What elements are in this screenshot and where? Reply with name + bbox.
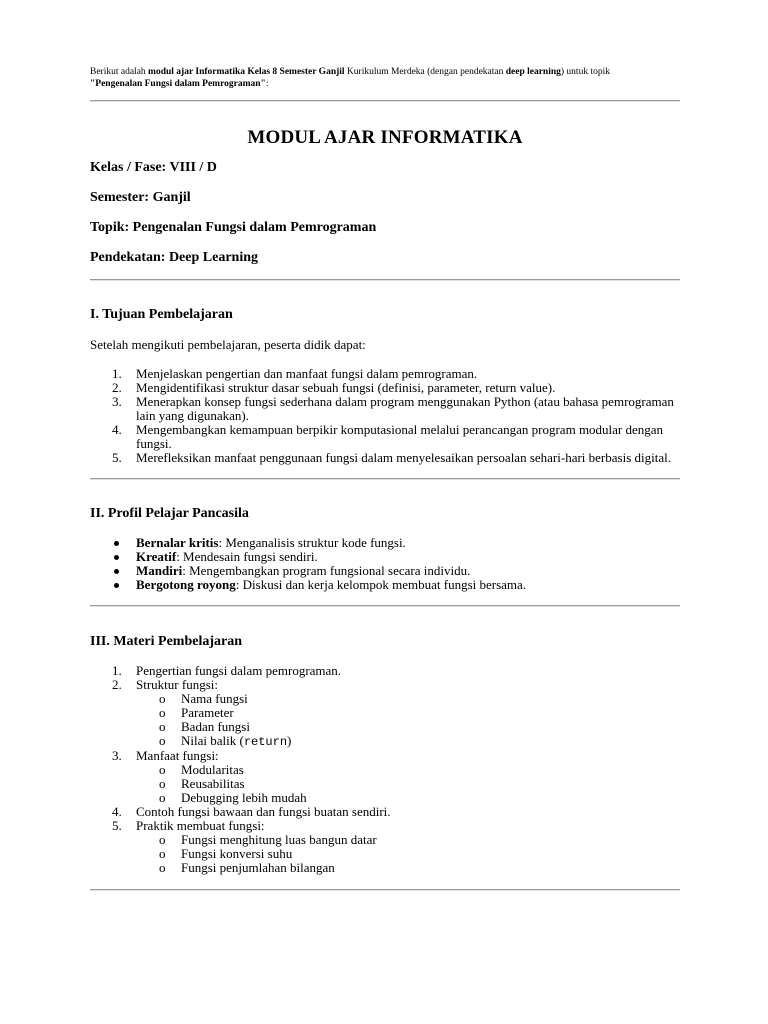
materi-sublist (90, 763, 680, 805)
list-number: 4. (112, 422, 122, 437)
list-item (90, 423, 680, 451)
list-item (90, 395, 680, 423)
sub-list-item-text: Fungsi penjumlahan bilangan (181, 860, 335, 875)
divider (90, 889, 680, 891)
sub-list-item (90, 692, 680, 706)
list-item-text: : Mengembangkan program fungsional secara individu. (182, 563, 471, 578)
sub-list-item (90, 720, 680, 734)
divider (90, 605, 680, 607)
list-item (90, 536, 680, 550)
materi-list (90, 664, 680, 692)
tujuan-lead: Setelah mengikuti pembelajaran, peserta didik dapat: (90, 337, 366, 352)
list-item-text: : Menganalisis struktur kode fungsi. (218, 535, 406, 550)
intro-text: Berikut adalah (90, 67, 149, 77)
materi-sublist (90, 833, 680, 875)
list-item-text: Mengidentifikasi struktur dasar sebuah fungsi (definisi, parameter, return value). (136, 380, 556, 395)
circle-bullet-icon: o (159, 790, 166, 805)
circle-bullet-icon: o (159, 846, 166, 861)
list-item-text: Praktik membuat fungsi: (136, 818, 265, 833)
materi-list (90, 749, 680, 763)
list-item-term: Bernalar kritis (136, 535, 219, 550)
intro-text: Kurikulum Merdeka (dengan pendekatan (344, 67, 506, 77)
divider (90, 279, 680, 281)
list-item-term: Mandiri (136, 563, 183, 578)
circle-bullet-icon: o (159, 719, 166, 734)
tujuan-list (90, 367, 680, 465)
sub-list-item (90, 763, 680, 777)
list-number: 5. (112, 450, 122, 465)
list-item (90, 564, 680, 578)
list-item-text: : Mendesain fungsi sendiri. (176, 549, 318, 564)
circle-bullet-icon: o (159, 776, 166, 791)
list-item (90, 749, 680, 763)
sub-list-item-text: Fungsi menghitung luas bangun datar (181, 832, 377, 847)
intro-bold-subject: modul ajar Informatika Kelas 8 Semester Ganjil (148, 67, 345, 77)
sub-list-item (90, 861, 680, 875)
sub-list-item-text: ) (287, 733, 292, 748)
bullet-icon (114, 541, 119, 546)
list-item-term: Bergotong royong (136, 577, 236, 592)
circle-bullet-icon: o (159, 691, 166, 706)
list-item (90, 550, 680, 564)
inline-code: return (243, 735, 288, 749)
section-heading-materi: III. Materi Pembelajaran (90, 634, 243, 649)
sub-list-item (90, 791, 680, 805)
list-item (90, 678, 680, 692)
circle-bullet-icon: o (159, 733, 166, 748)
list-item-text: Pengertian fungsi dalam pemrograman. (136, 663, 342, 678)
page-title: MODUL AJAR INFORMATIKA (247, 127, 523, 148)
meta-semester: Semester: Ganjil (90, 190, 191, 205)
list-item-text: Menerapkan konsep fungsi sederhana dalam program menggunakan Python (atau bahasa pemrograman lain yang digunakan). (136, 394, 674, 423)
sub-list-item-text: Nama fungsi (181, 691, 248, 706)
profil-list (90, 536, 680, 592)
intro-paragraph (90, 66, 680, 90)
circle-bullet-icon: o (159, 860, 166, 875)
meta-kelas: Kelas / Fase: VIII / D (90, 160, 217, 175)
bullet-icon (114, 555, 119, 560)
list-item (90, 578, 680, 592)
circle-bullet-icon: o (159, 832, 166, 847)
list-number: 5. (112, 818, 122, 833)
list-item (90, 664, 680, 678)
sub-list-item-text: Fungsi konversi suhu (181, 846, 293, 861)
divider (90, 478, 680, 480)
materi-sublist (90, 692, 680, 749)
sub-list-item (90, 833, 680, 847)
sub-list-item-text: Debugging lebih mudah (181, 790, 307, 805)
sub-list-item-text: Reusabilitas (181, 776, 245, 791)
circle-bullet-icon: o (159, 762, 166, 777)
list-item-term: Kreatif (136, 549, 177, 564)
list-number: 1. (112, 366, 122, 381)
document-page (90, 66, 680, 891)
meta-pendekatan: Pendekatan: Deep Learning (90, 250, 258, 265)
intro-bold-topic: "Pengenalan Fungsi dalam Pemrograman" (90, 79, 266, 89)
bullet-icon (114, 583, 119, 588)
list-item-text: Manfaat fungsi: (136, 748, 219, 763)
list-number: 3. (112, 748, 122, 763)
list-item (90, 805, 680, 819)
list-item (90, 381, 680, 395)
circle-bullet-icon: o (159, 705, 166, 720)
intro-bold-approach: deep learning (505, 67, 561, 77)
list-item (90, 451, 680, 465)
sub-list-item-text: Modularitas (181, 762, 244, 777)
list-item (90, 367, 680, 381)
list-number: 3. (112, 394, 122, 409)
intro-text: ) untuk topik (560, 67, 610, 77)
materi-list (90, 805, 680, 833)
sub-list-item (90, 734, 680, 749)
divider (90, 100, 680, 102)
intro-text: : (265, 79, 269, 89)
list-number: 4. (112, 804, 122, 819)
list-number: 2. (112, 677, 122, 692)
list-item-text: Merefleksikan manfaat penggunaan fungsi dalam menyelesaikan persoalan sehari-hari berbasis digital. (136, 450, 671, 465)
bullet-icon (114, 569, 119, 574)
list-item (90, 819, 680, 833)
list-number: 1. (112, 663, 122, 678)
section-heading-tujuan: I. Tujuan Pembelajaran (90, 307, 233, 322)
meta-topik: Topik: Pengenalan Fungsi dalam Pemrograman (90, 220, 377, 235)
sub-list-item (90, 777, 680, 791)
list-number: 2. (112, 380, 122, 395)
sub-list-item-text: Badan fungsi (181, 719, 250, 734)
list-item-text: Struktur fungsi: (136, 677, 218, 692)
list-item-text: Mengembangkan kemampuan berpikir komputasional melalui perancangan program modular dengan fungsi. (136, 422, 664, 451)
section-heading-profil: II. Profil Pelajar Pancasila (90, 506, 249, 521)
sub-list-item-text: Parameter (181, 705, 234, 720)
list-item-text: : Diskusi dan kerja kelompok membuat fungsi bersama. (235, 577, 527, 592)
list-item-text: Menjelaskan pengertian dan manfaat fungsi dalam pemrograman. (136, 366, 478, 381)
list-item-text: Contoh fungsi bawaan dan fungsi buatan sendiri. (136, 804, 391, 819)
sub-list-item-text: Nilai balik ( (181, 733, 244, 748)
sub-list-item (90, 847, 680, 861)
sub-list-item (90, 706, 680, 720)
